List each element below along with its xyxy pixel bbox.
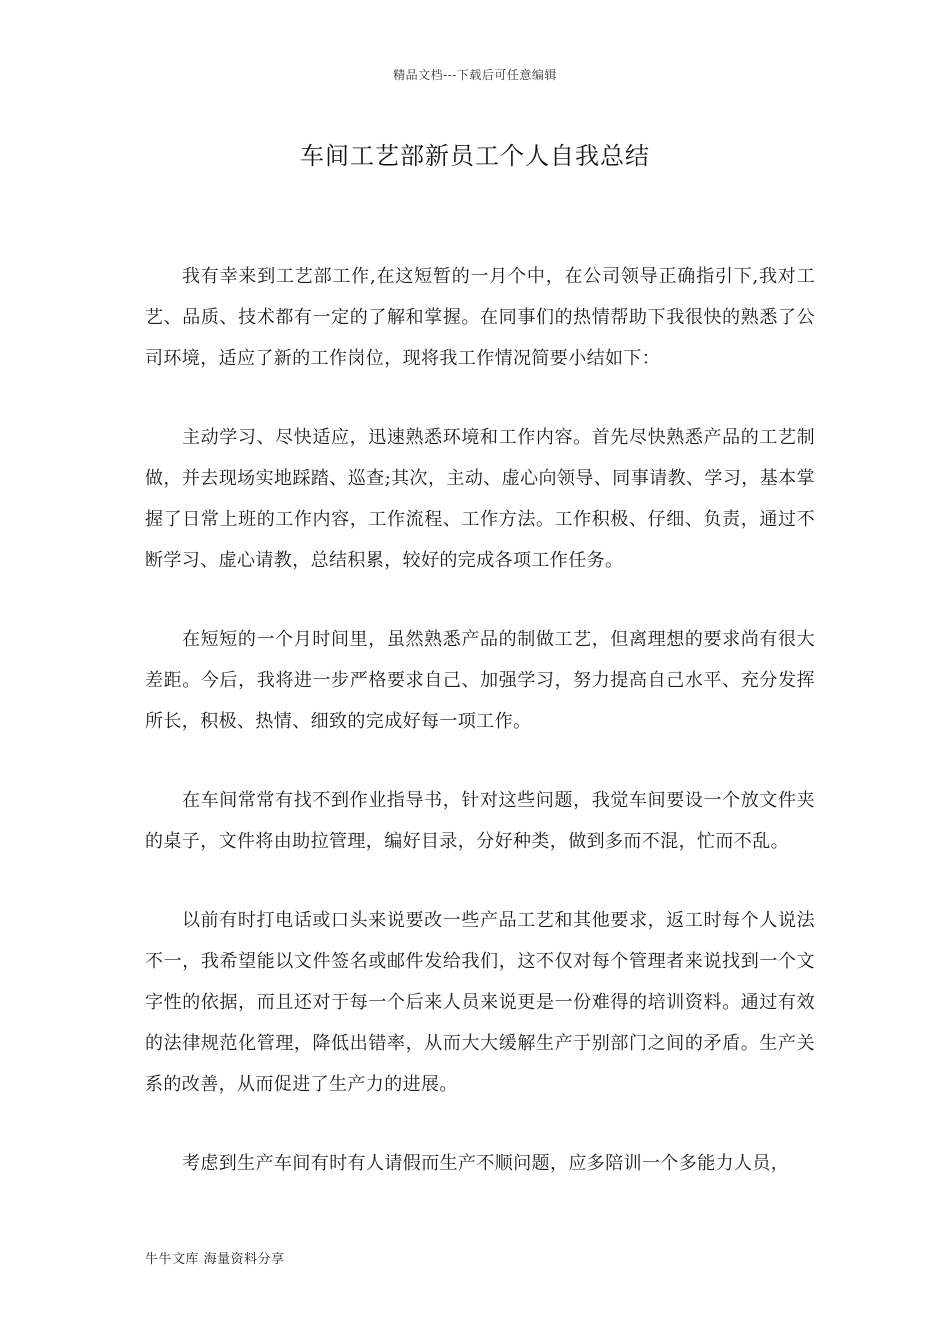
paragraph-document-desk: 在车间常常有找不到作业指导书，针对这些问题，我觉车间要设一个放文件夹的桌子，文件将由助拉管理，编好目录，分好种类，做到多而不混，忙而不乱。 [145,790,815,852]
footer-note: 牛牛文库 海量资料分享 [145,1252,285,1267]
paragraph-multi-skill-staff: 考虑到生产车间有时有人请假而生产不顺问题，应多陪训一个多能力人员， [182,1153,790,1174]
paragraph-written-requests: 以前有时打电话或口头来说要改一些产品工艺和其他要求，返工时每个人说法不一，我希望能以文件签名或邮件发给我们，这不仅对每个管理者来说找到一个文字性的依据，而且还对于每一个后来人员来说更是一份难得的培训资料。通过有效的法律规范化管理，降低出错率，从而大大缓解生产于别部门之间的矛盾。生产关系的改善，从而促进了生产力的进展。 [145,910,815,1095]
paragraph-intro: 我有幸来到工艺部工作,在这短暂的一月个中，在公司领导正确指引下,我对工艺、品质、技术都有一定的了解和掌握。在同事们的热情帮助下我很快的熟悉了公司环境，适应了新的工作岗位，现将我工作情况简要小结如下： [145,266,815,369]
document-title: 车间工艺部新员工个人自我总结 [300,142,650,170]
paragraph-improvement: 在短短的一个月时间里，虽然熟悉产品的制做工艺，但离理想的要求尚有很大差距。今后，我将进一步严格要求自己、加强学习，努力提高自己水平、充分发挥所长，积极、热情、细致的完成好每一项工作。 [145,629,815,732]
header-note: 精品文档---下载后可任意编辑 [393,68,557,82]
paragraph-learning: 主动学习、尽快适应，迅速熟悉环境和工作内容。首先尽快熟悉产品的工艺制做，并去现场实地踩踏、巡查;其次，主动、虚心向领导、同事请教、学习，基本掌握了日常上班的工作内容，工作流程、工作方法。工作积极、仔细、负责，通过不断学习、虚心请教，总结积累，较好的完成各项工作任务。 [145,427,815,571]
document-body [145,256,815,1222]
